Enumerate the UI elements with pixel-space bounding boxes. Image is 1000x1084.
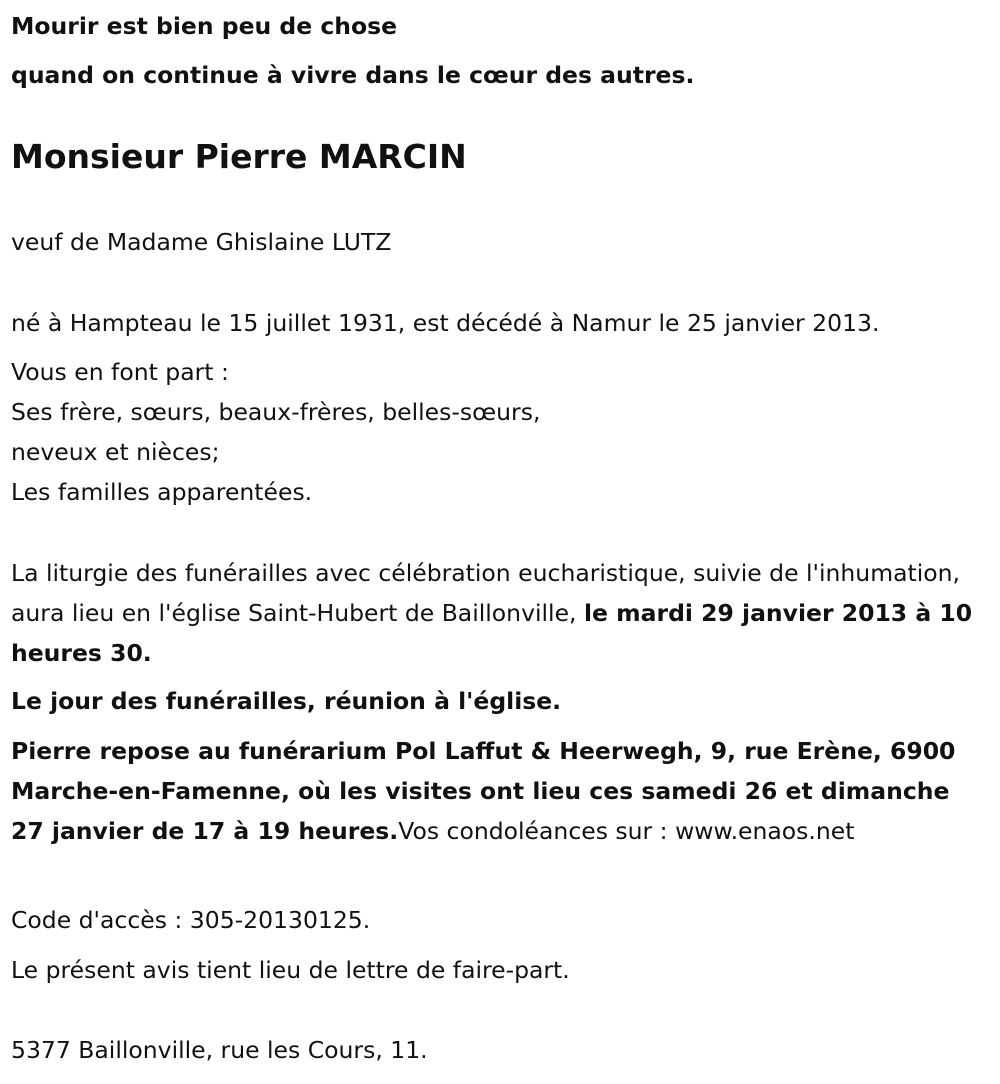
condolences-text: Vos condoléances sur : www.enaos.net	[398, 817, 855, 845]
access-code-line: Code d'accès : 305-20130125.	[11, 906, 371, 934]
deceased-name: Monsieur Pierre MARCIN	[11, 137, 467, 176]
family-line-2: neveux et nièces;	[11, 438, 220, 466]
funeral-date: le mardi 29 janvier 2013 à 10 heures 30.	[11, 599, 973, 667]
meeting-line: Le jour des funérailles, réunion à l'église.	[11, 687, 562, 715]
birth-death-line: né à Hampteau le 15 juillet 1931, est décédé à Namur le 25 janvier 2013.	[11, 309, 880, 337]
notice-line: Le présent avis tient lieu de lettre de faire-part.	[11, 956, 570, 984]
funeral-text: La liturgie des funérailles avec célébration eucharistique, suivie de l'inhumation, aura lieu en l'église Saint-Hubert de Baillonville,	[11, 559, 960, 627]
family-line-1: Ses frère, sœurs, beaux-frères, belles-sœurs,	[11, 398, 541, 426]
family-line-3: Les familles apparentées.	[11, 478, 313, 506]
family-intro: Vous en font part :	[11, 358, 229, 386]
visitation-text: Pierre repose au funérarium Pol Laffut & Heerwegh, 9, rue Erène, 6900 Marche-en-Famenne, où les visites ont lieu ces samedi 26 et dimanche 27 janvier de 17 à 19 heures.	[11, 737, 956, 845]
address-line: 5377 Baillonville, rue les Cours, 11.	[11, 1036, 428, 1064]
epigraph-line-2: quand on continue à vivre dans le cœur des autres.	[11, 61, 695, 89]
spouse-line: veuf de Madame Ghislaine LUTZ	[11, 228, 392, 256]
epigraph-line-1: Mourir est bien peu de chose	[11, 12, 398, 40]
funeral-paragraph	[11, 553, 990, 673]
visitation-paragraph	[11, 731, 990, 851]
